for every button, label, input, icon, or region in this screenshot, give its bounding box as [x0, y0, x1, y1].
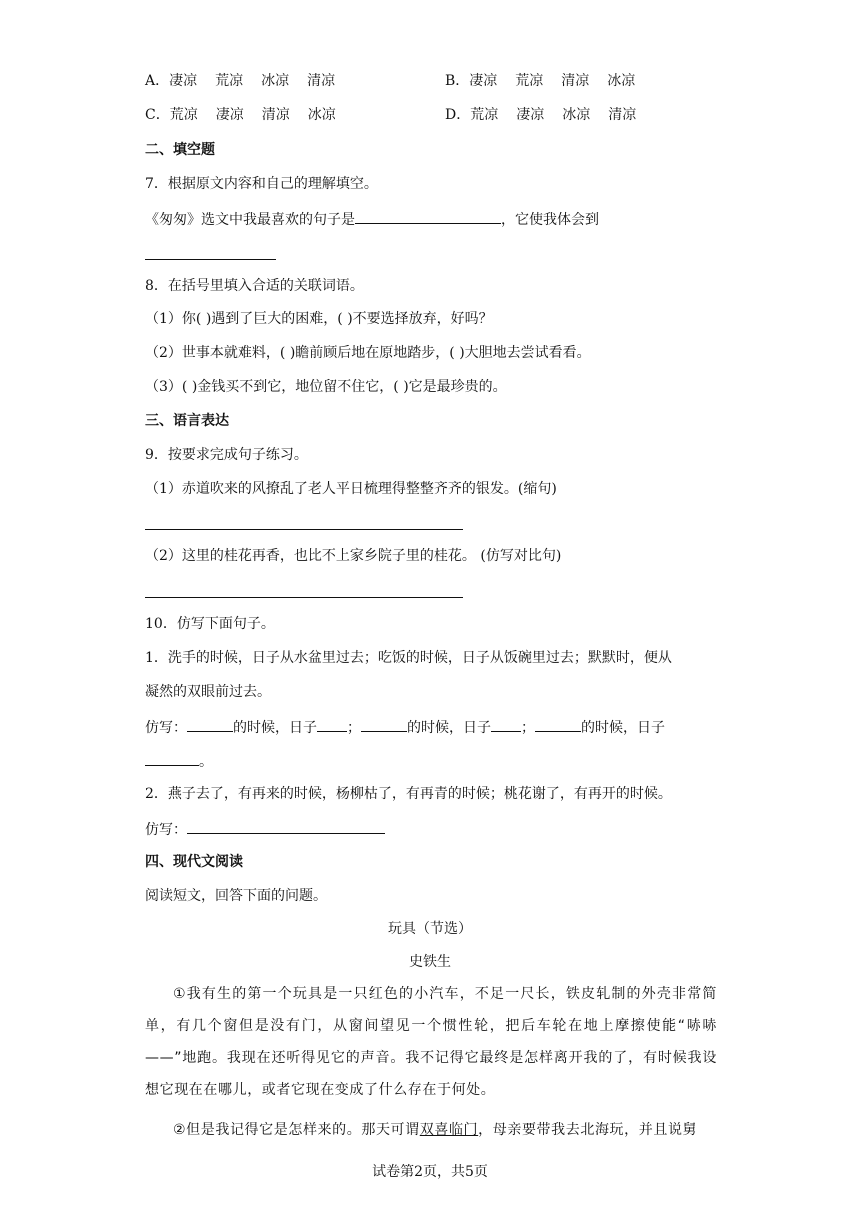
answer-blank[interactable]	[361, 715, 407, 732]
answer-blank[interactable]	[491, 715, 521, 732]
option-b	[445, 70, 653, 92]
phrase: 的时候，日子	[233, 720, 317, 736]
p2-text-b: ，母亲要带我去北海玩，并且说舅	[478, 1122, 698, 1138]
reading-intro: 阅读短文，回答下面的问题。	[145, 888, 327, 904]
punct: 。	[199, 754, 213, 770]
option-d	[445, 104, 654, 126]
passage-paragraph-2	[145, 1114, 717, 1146]
section-title: 三、语言表达	[145, 413, 229, 429]
option-word: 冰凉	[562, 107, 591, 123]
question-prompt: 10．仿写下面句子。	[145, 616, 275, 632]
q10-imitation-1-cont	[145, 749, 213, 773]
q7-text-b: ，它使我体会到	[501, 212, 599, 228]
q9-sentence-1: （1）赤道吹来的风撩乱了老人平日梳理得整整齐齐的银发。(缩句)	[145, 481, 557, 497]
question-prompt: 7．根据原文内容和自己的理解填空。	[145, 176, 378, 192]
option-a-label: A．	[145, 73, 170, 89]
underlined-phrase: 双喜临门	[419, 1122, 479, 1138]
option-word: 清凉	[307, 73, 336, 89]
page-footer: 试卷第2页，共5页	[372, 1164, 488, 1180]
q8-sentence-2: （2）世事本就难料，( )瞻前顾后地在原地踏步，( )大胆地去尝试看看。	[145, 345, 591, 361]
q10-example-1b: 凝然的双眼前过去。	[145, 684, 271, 700]
option-d-label: D．	[445, 107, 471, 123]
option-word: 荒凉	[215, 73, 244, 89]
option-word: 清凉	[608, 107, 637, 123]
phrase: 的时候，日子	[581, 720, 665, 736]
passage-title: 玩具（节选）	[388, 921, 472, 937]
q7-text-a: 《匆匆》选文中我最喜欢的句子是	[145, 212, 355, 228]
p2-text-a: ②但是我记得它是怎样来的。那天可谓	[173, 1122, 420, 1138]
imitate-label: 仿写：	[145, 720, 187, 736]
option-word: 凄凉	[469, 73, 498, 89]
section-title: 二、填空题	[145, 142, 215, 158]
q10-example-2: 2．燕子去了，有再来的时候，杨柳枯了，有再青的时候；桃花谢了，有再开的时候。	[145, 786, 672, 802]
answer-blank[interactable]	[355, 207, 501, 224]
option-word: 荒凉	[470, 107, 499, 123]
option-word: 清凉	[261, 107, 290, 123]
option-a	[145, 70, 353, 92]
punct: ；	[347, 720, 361, 736]
option-word: 凄凉	[215, 107, 244, 123]
q9-sentence-2: （2）这里的桂花再香，也比不上家乡院子里的桂花。 (仿写对比句)	[145, 548, 562, 564]
question-prompt: 9．按要求完成句子练习。	[145, 447, 308, 463]
option-word: 冰凉	[307, 107, 336, 123]
option-c-label: C．	[145, 107, 170, 123]
option-c	[145, 104, 354, 126]
option-word: 凄凉	[516, 107, 545, 123]
punct: ；	[521, 720, 535, 736]
imitate-label: 仿写：	[145, 822, 187, 838]
passage-author: 史铁生	[409, 954, 451, 970]
q10-imitation-1	[145, 715, 665, 739]
q8-sentence-3: （3）( )金钱买不到它，地位留不住它，( )它是最珍贵的。	[145, 379, 507, 395]
passage-paragraph-1: ①我有生的第一个玩具是一只红色的小汽车，不足一尺长，铁皮轧制的外壳非常简单，有几个窗但是没有门，从窗间望见一个惯性轮，把后车轮在地上摩擦使能“哧哧——”地跑。我现在还听得见它的声音。我不记得它最终是怎样离开我的了，有时候我设想它现在在哪儿，或者它现在变成了什么存在于何处。	[145, 986, 717, 1098]
answer-line[interactable]	[145, 597, 463, 598]
question-prompt: 8．在括号里填入合适的关联词语。	[145, 278, 364, 294]
answer-blank[interactable]	[535, 715, 581, 732]
q10-imitation-2	[145, 817, 385, 841]
option-word: 荒凉	[515, 73, 544, 89]
q10-example-1a: 1．洗手的时候，日子从水盆里过去；吃饭的时候，日子从饭碗里过去；默默时，便从	[145, 650, 672, 666]
option-word: 荒凉	[169, 107, 198, 123]
option-word: 冰凉	[261, 73, 290, 89]
answer-blank[interactable]	[145, 749, 199, 766]
answer-blank[interactable]	[317, 715, 347, 732]
answer-line[interactable]	[145, 529, 463, 530]
phrase: 的时候，日子	[407, 720, 491, 736]
answer-blank[interactable]	[187, 715, 233, 732]
answer-line[interactable]	[145, 259, 276, 260]
option-b-label: B．	[445, 73, 470, 89]
option-word: 清凉	[561, 73, 590, 89]
option-word: 冰凉	[607, 73, 636, 89]
q7-sentence	[145, 207, 599, 231]
answer-blank[interactable]	[187, 817, 385, 834]
q8-sentence-1: （1）你( )遇到了巨大的困难，( )不要选择放弃，好吗？	[145, 311, 493, 327]
option-word: 凄凉	[169, 73, 198, 89]
section-title: 四、现代文阅读	[145, 854, 243, 870]
